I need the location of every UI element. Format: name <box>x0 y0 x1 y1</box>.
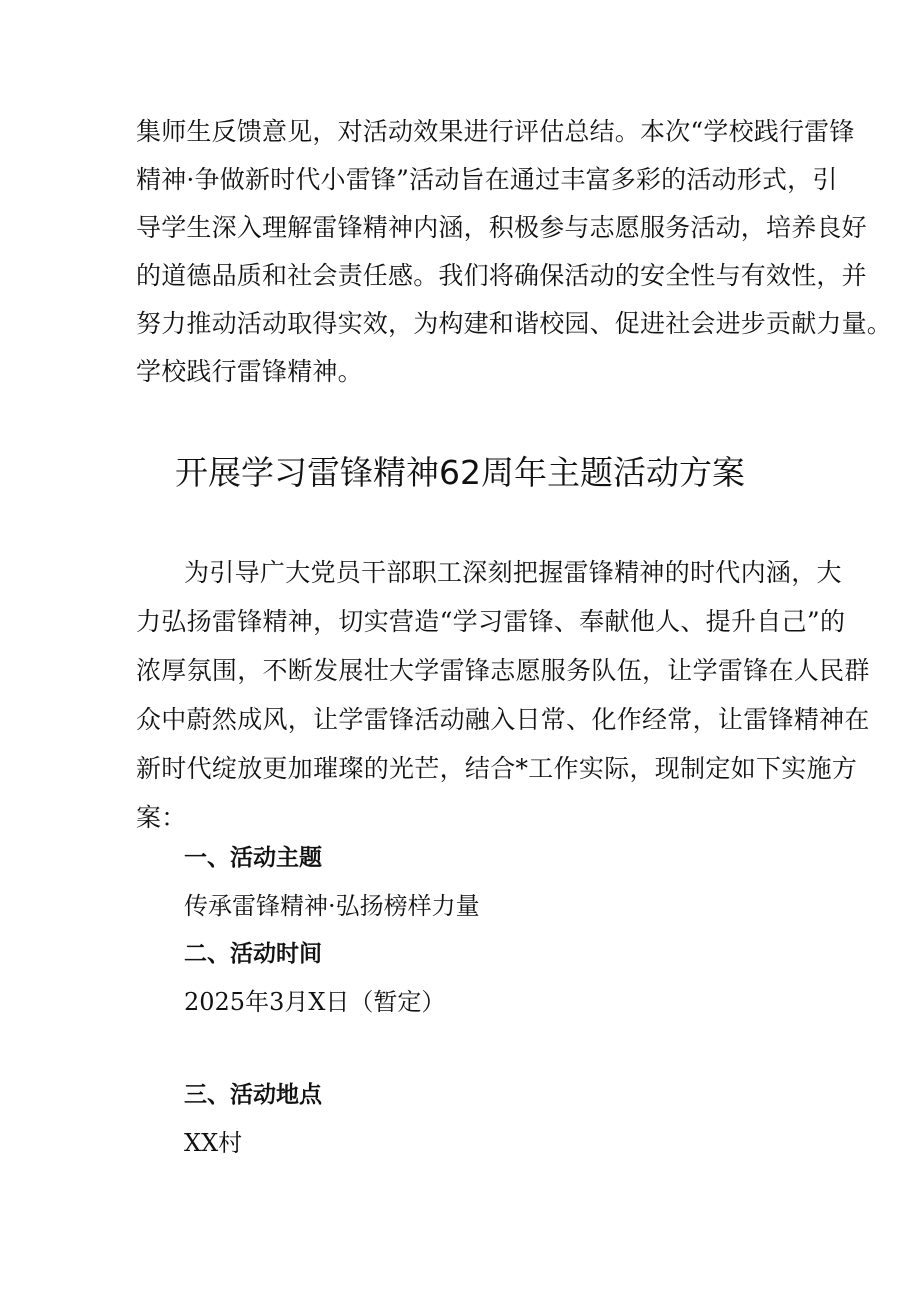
text-line: 新时代绽放更加璀璨的光芒，结合*工作实际，现制定如下实施方 <box>136 754 858 783</box>
section-heading-location: 三、活动地点 <box>184 1082 322 1108</box>
section-content-location: XX村 <box>184 1129 243 1157</box>
text-line: 努力推动活动取得实效，为构建和谐校园、促进社会进步贡献力量。 <box>136 309 893 338</box>
text-line: 为引导广大党员干部职工深刻把握雷锋精神的时代内涵，大 <box>184 558 842 587</box>
text-line: 导学生深入理解雷锋精神内涵，积极参与志愿服务活动，培养良好 <box>136 213 867 242</box>
text-line: 浓厚氛围，不断发展壮大学雷锋志愿服务队伍，让学雷锋在人民群 <box>136 656 870 685</box>
text-line: 力弘扬雷锋精神，切实营造“学习雷锋、奉献他人、提升自己”的 <box>136 607 846 636</box>
section-heading-time: 二、活动时间 <box>184 941 322 967</box>
intro-paragraph <box>136 548 870 842</box>
text-line: 精神·争做新时代小雷锋”活动旨在通过丰富多彩的活动形式，引 <box>136 165 838 194</box>
text-line: 众中蔚然成风，让学雷锋活动融入日常、化作经常，让雷锋精神在 <box>136 705 870 734</box>
text-line: 集师生反馈意见，对活动效果进行评估总结。本次“学校践行雷锋 <box>136 117 855 146</box>
previous-section-text <box>136 108 893 396</box>
text-line: 的道德品质和社会责任感。我们将确保活动的安全性与有效性，并 <box>136 261 867 290</box>
section-content-theme: 传承雷锋精神·弘扬榜样力量 <box>184 892 480 920</box>
text-line: 案： <box>136 803 187 832</box>
document-title: 开展学习雷锋精神62周年主题活动方案 <box>175 453 745 492</box>
text-line: 学校践行雷锋精神。 <box>136 357 363 386</box>
section-heading-theme: 一、活动主题 <box>184 845 322 871</box>
section-content-time: 2025年3月X日（暂定） <box>184 988 446 1016</box>
